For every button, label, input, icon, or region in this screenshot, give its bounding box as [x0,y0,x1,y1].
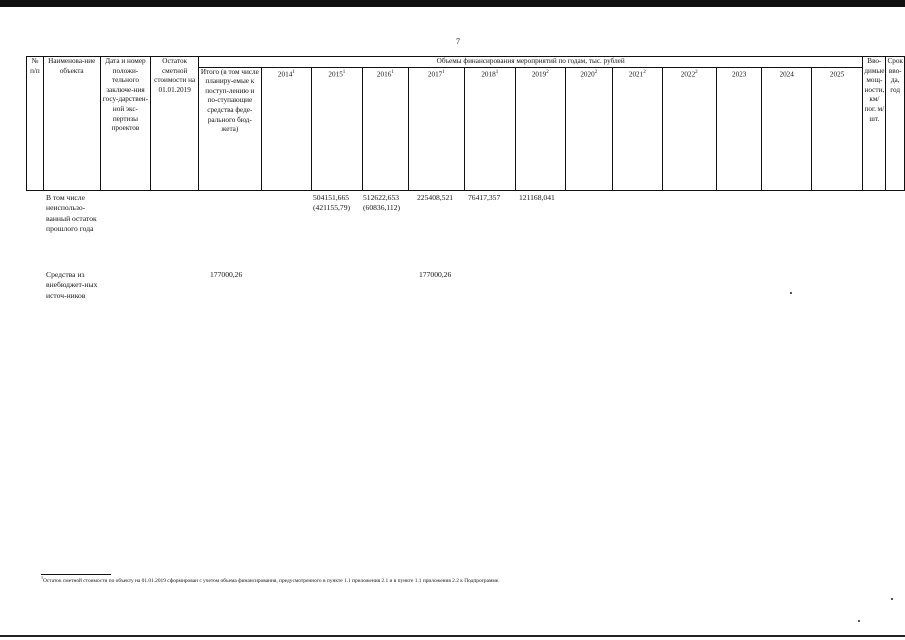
header-group: Объемы финансирования мероприятий по годам, тыс. рублей [199,57,863,68]
header-year: 2017$^1$ [409,67,464,190]
header-year: 2020$^2$ [565,67,613,190]
cell-2015-sub: (421155,79) [313,203,351,212]
header-year: 2021$^2$ [613,67,663,190]
scan-speck [790,292,792,294]
bottom-border [0,635,905,637]
header-year: 2015$^1$ [312,67,362,190]
cell-2015: 504151,665 [313,193,350,202]
header-year: 2018$^1$ [464,67,515,190]
top-border [0,0,905,7]
header-date: Дата и номер положи-тельного заключе-ния госу-дарствен-ной экс-пертизы проектов [100,57,151,191]
page-number: 7 [456,37,460,46]
header-year: 2014$^1$ [261,67,311,190]
financing-table-header [26,56,905,191]
cell-2018: 76417,357 [468,193,501,202]
row-label-extrabudgetary: Средства из внебюджет-ных источ-ников [46,270,98,300]
cell-2017: 177000,26 [419,270,452,279]
cell-total: 177000,26 [210,270,243,279]
header-capacity: Вво-димые мощ-ности, км/ пог. м/шт. [863,57,886,191]
header-year: 2019$^2$ [516,67,566,190]
header-year: 2024 [762,67,811,190]
footnote: $^1$Остаток сметной стоимости по объекту на 01.01.2019 сформирован с учетом объема финансирования, предусмотренного в пункте 1.1 приложения 2.1 и в пункте 1.1 приложения 2.2 к Подпрограмме. [41,575,500,584]
header-total: Итого (в том числе планиру-емые к поступ-лению и по-ступающие средства феде-рального бюд-жета) [199,67,262,190]
cell-2017: 225408,521 [417,193,454,202]
scan-speck [891,598,893,600]
cell-2016: 512622,653 [363,193,400,202]
header-year: 2023 [716,67,762,190]
header-year: 2016$^1$ [362,67,409,190]
header-num: № п/п [27,57,44,191]
cell-2019: 121168,041 [519,193,555,202]
cell-2016-sub: (60836,112) [363,203,401,212]
header-name: Наименова-ние объекта [43,57,100,191]
scan-speck [858,620,860,622]
header-year: 2022$^2$ [662,67,716,190]
header-remaining: Остаток сметной стоимости на 01.01.2019 [151,57,199,191]
header-year: 2025 [811,67,862,190]
row-label-unused-remaining: В том числе неиспользо-ванный остаток прошлого года [46,193,97,233]
header-term: Срок вво-да, год [886,57,905,191]
